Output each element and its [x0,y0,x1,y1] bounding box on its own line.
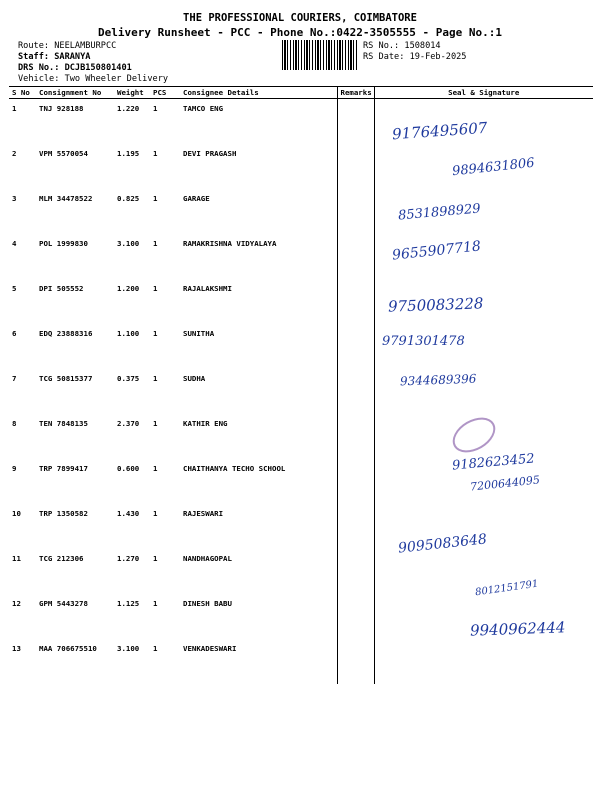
cell-sno: 9 [12,464,17,473]
cell-consignment: TCG 212306 [39,554,84,563]
col-remarks: Remarks [337,87,374,99]
cell-consignment: MLM 34478522 [39,194,93,203]
cell-weight: 1.195 [117,149,140,158]
cell-sno: 12 [12,599,21,608]
cell-pcs: 1 [153,509,158,518]
col-pcs: PCS [150,87,180,99]
cell-remarks [337,504,374,549]
cell-pcs: 1 [153,149,158,158]
cell-consignee: NANDHAGOPAL [183,554,232,563]
barcode [282,40,358,70]
col-signature: Seal & Signature [374,87,593,99]
cell-consignment: GPM 5443278 [39,599,88,608]
vehicle-label: Vehicle: Two Wheeler Delivery [18,74,169,84]
table-row [9,369,593,414]
cell-consignee: SUDHA [183,374,206,383]
handwritten-phone: 9750083228 [387,294,484,316]
col-consignee: Consignee Details [180,87,337,99]
cell-consignee: SUNITHA [183,329,215,338]
handwritten-phone: 9791301478 [382,334,465,349]
cell-sno: 5 [12,284,17,293]
cell-pcs: 1 [153,554,158,563]
cell-weight: 1.200 [117,284,140,293]
cell-consignee: GARAGE [183,194,210,203]
runsheet-subtitle: Delivery Runsheet - PCC - Phone No.:0422-3505555 - Page No.:1 [98,26,502,39]
cell-sno: 3 [12,194,17,203]
staff-label: Staff: SARANYA [18,52,91,62]
cell-consignee: KATHIR ENG [183,419,228,428]
handwritten-phone: 9344689396 [399,371,477,389]
cell-weight: 1.125 [117,599,140,608]
cell-remarks [337,459,374,504]
cell-pcs: 1 [153,194,158,203]
cell-pcs: 1 [153,239,158,248]
cell-consignee: RAMAKRISHNA VIDYALAYA [183,239,277,248]
cell-consignment: MAA 706675510 [39,644,97,653]
table-row [9,504,593,549]
cell-sno: 13 [12,644,21,653]
handwritten-phone: 9655907718 [391,238,482,264]
cell-weight: 1.430 [117,509,140,518]
cell-weight: 2.370 [117,419,140,428]
cell-remarks [337,594,374,639]
cell-pcs: 1 [153,644,158,653]
cell-pcs: 1 [153,284,158,293]
cell-pcs: 1 [153,104,158,113]
cell-sno: 1 [12,104,17,113]
table-row [9,324,593,369]
cell-consignment: TRP 1350582 [39,509,88,518]
cell-weight: 1.220 [117,104,140,113]
cell-weight: 0.600 [117,464,140,473]
cell-remarks [337,144,374,189]
rs-number: RS No.: 1508014 [363,41,441,51]
cell-sno: 2 [12,149,17,158]
cell-pcs: 1 [153,374,158,383]
cell-consignment: EDQ 23888316 [39,329,93,338]
cell-signature [374,639,593,684]
cell-weight: 0.825 [117,194,140,203]
table-row [9,639,593,684]
cell-remarks [337,369,374,414]
cell-remarks [337,99,374,145]
handwritten-phone: 9095083648 [397,531,488,557]
col-sno: S No [9,87,36,99]
cell-remarks [337,549,374,594]
cell-remarks [337,234,374,279]
col-weight: Weight [114,87,150,99]
cell-consignee: TAMCO ENG [183,104,224,113]
cell-consignee: CHAITHANYA TECHO SCHOOL [183,464,286,473]
cell-weight: 3.100 [117,644,140,653]
cell-remarks [337,414,374,459]
handwritten-phone: 8012151791 [474,578,540,599]
handwritten-phone: 7200644095 [469,473,541,494]
cell-sno: 7 [12,374,17,383]
cell-consignment: DPI 505552 [39,284,84,293]
cell-weight: 3.100 [117,239,140,248]
table-row [9,279,593,324]
cell-consignee: RAJESWARI [183,509,224,518]
cell-remarks [337,324,374,369]
handwritten-phone: 9182623452 [451,451,536,474]
table-row [9,234,593,279]
handwritten-phone: 9894631806 [451,155,536,180]
handwritten-phone: 8531898929 [397,201,482,224]
cell-sno: 8 [12,419,17,428]
table-row [9,414,593,459]
table-row [9,99,593,145]
cell-weight: 1.270 [117,554,140,563]
table-header-row [9,87,593,99]
cell-pcs: 1 [153,329,158,338]
cell-weight: 1.100 [117,329,140,338]
cell-consignee: DINESH BABU [183,599,232,608]
drs-number: DRS No.: DCJB150801401 [18,63,132,73]
cell-consignment: TNJ 928188 [39,104,84,113]
cell-pcs: 1 [153,419,158,428]
cell-sno: 11 [12,554,21,563]
cell-consignee: VENKADESWARI [183,644,237,653]
cell-remarks [337,279,374,324]
cell-consignment: TEN 7848135 [39,419,88,428]
cell-consignment: POL 1999830 [39,239,88,248]
rs-date: RS Date: 19-Feb-2025 [363,52,467,62]
cell-consignee: RAJALAKSHMI [183,284,232,293]
cell-pcs: 1 [153,599,158,608]
col-consignment: Consignment No [36,87,114,99]
cell-consignment: VPM 5570054 [39,149,88,158]
cell-weight: 0.375 [117,374,140,383]
cell-consignment: TCG 50815377 [39,374,93,383]
cell-remarks [337,639,374,684]
handwritten-phone: 9176495607 [391,118,488,144]
cell-sno: 10 [12,509,21,518]
cell-remarks [337,189,374,234]
cell-pcs: 1 [153,464,158,473]
cell-sno: 6 [12,329,17,338]
company-title: THE PROFESSIONAL COURIERS, COIMBATORE [183,12,417,24]
handwritten-phone: 9940962444 [469,618,566,640]
cell-sno: 4 [12,239,17,248]
route-label: Route: NEELAMBURPCC [18,41,117,51]
cell-consignee: DEVI PRAGASH [183,149,237,158]
table-row [9,189,593,234]
runsheet-table [9,86,593,684]
cell-consignment: TRP 7899417 [39,464,88,473]
